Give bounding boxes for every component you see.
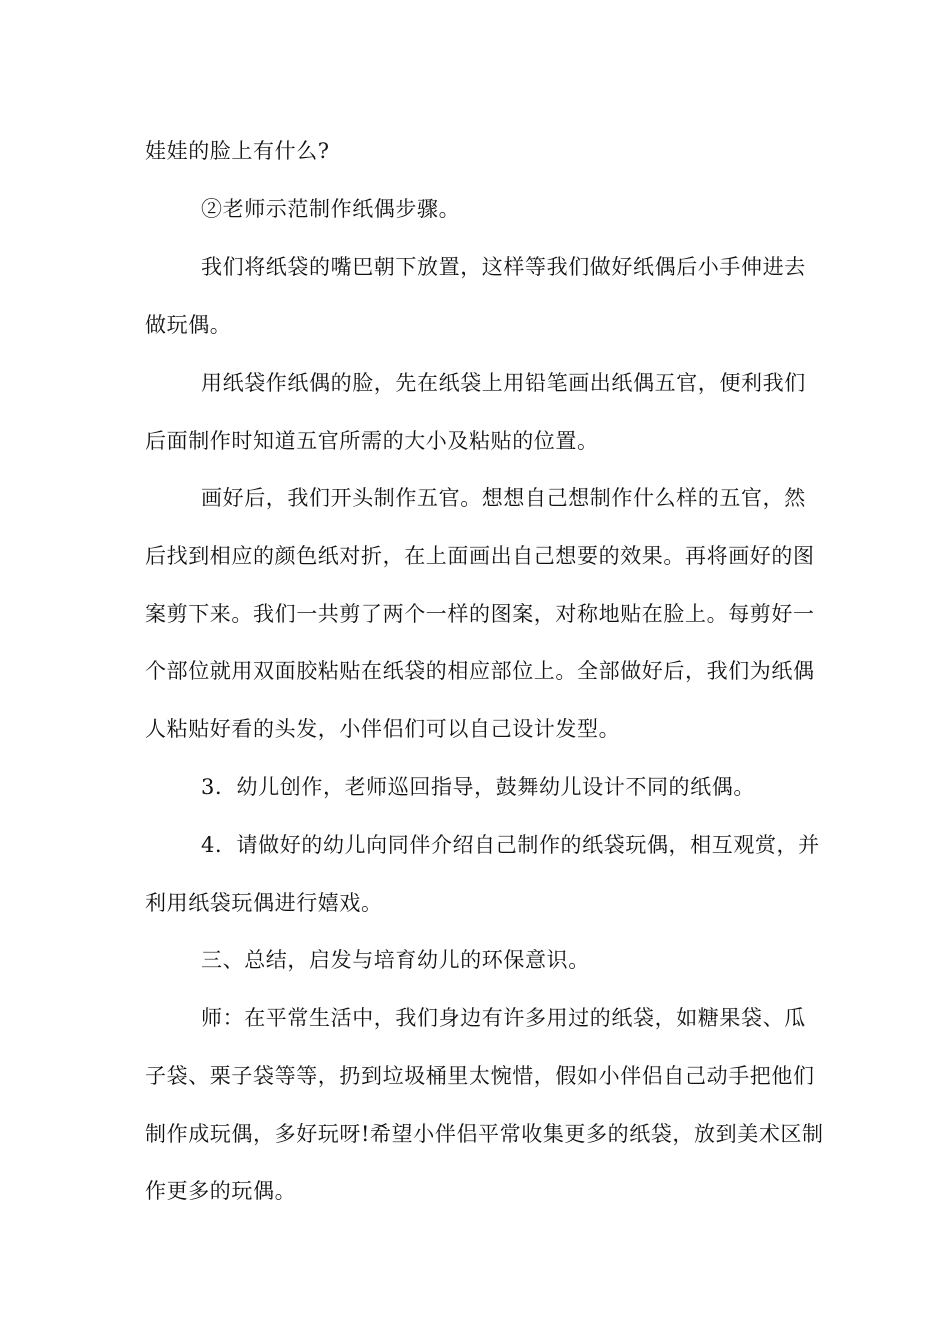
paragraph-demo-steps: ②老师示范制作纸偶步骤。 xyxy=(201,197,461,221)
paragraph-step-4: 4．请做好的幼儿向同伴介绍自己制作的纸袋玩偶，相互观赏，并利用纸袋玩偶进行嬉戏。 xyxy=(145,833,820,915)
paragraph-continuation: 娃娃的脸上有什么? xyxy=(145,139,330,163)
paragraph-draw-face: 用纸袋作纸偶的脸，先在纸袋上用铅笔画出纸偶五官，便利我们后面制作时知道五官所需的大小及粘贴的位置。 xyxy=(145,371,806,453)
paragraph-bag-placement: 我们将纸袋的嘴巴朝下放置，这样等我们做好纸偶后小手伸进去做玩偶。 xyxy=(145,255,806,337)
paragraph-make-features: 画好后，我们开头制作五官。想想自己想制作什么样的五官，然后找到相应的颜色纸对折，在上面画出自己想要的效果。再将画好的图案剪下来。我们一共剪了两个一样的图案，对称地贴在脸上。每剪好一个部位就用双面胶粘贴在纸袋的相应部位上。全部做好后，我们为纸偶人粘贴好看的头发，小伴侣们可以自己设计发型。 xyxy=(145,486,815,742)
paragraph-summary-heading: 三、总结，启发与培育幼儿的环保意识。 xyxy=(201,948,590,972)
paragraph-teacher-summary: 师：在平常生活中，我们身边有许多用过的纸袋，如糖果袋、瓜子袋、栗子袋等等，扔到垃圾桶里太惋惜，假如小伴侣自己动手把他们制作成玩偶，多好玩呀!希望小伴侣平常收集更多的纸袋，放到美术区制作更多的玩偶。 xyxy=(145,1006,824,1204)
paragraph-step-3: 3．幼儿创作，老师巡回指导，鼓舞幼儿设计不同的纸偶。 xyxy=(201,775,755,799)
